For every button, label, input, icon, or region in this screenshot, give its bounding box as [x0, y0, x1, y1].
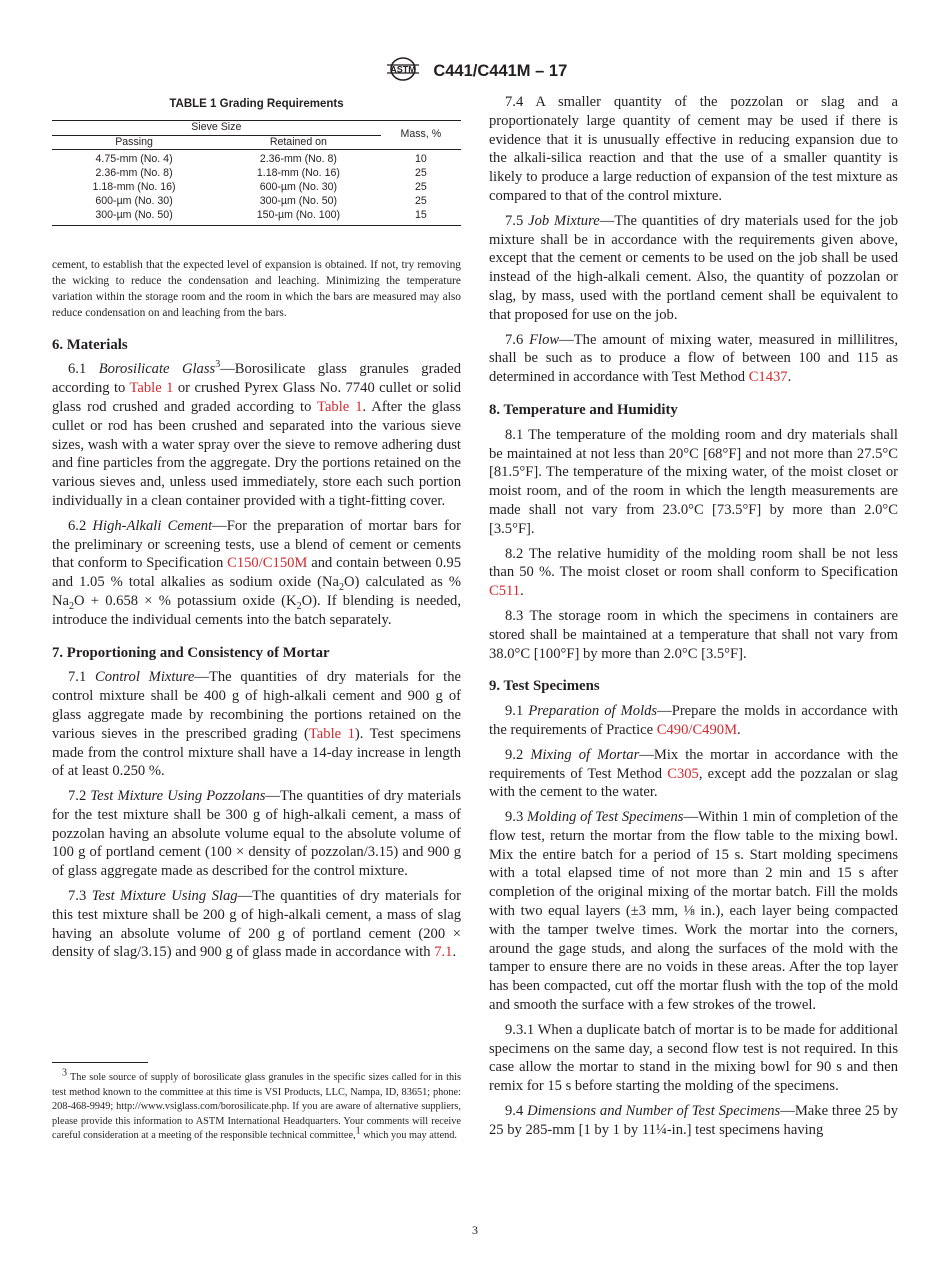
table-cell: 300-µm (No. 50): [52, 209, 216, 226]
footnote-text: which you may attend.: [360, 1130, 458, 1142]
para-title: Control Mixture: [95, 669, 195, 686]
para-text: —Make three 25 by 25 by 285-mm [1 by 1 by 11¼-in.] test specimens having: [489, 1103, 898, 1138]
para-num: 7.5: [505, 212, 524, 229]
paragraph-9-3-1: 9.3.1 When a duplicate batch of mortar is to be made for additional specimens on the same day, a second flow test is not required. In this case allow the mortar to stand in the mixing bowl for 90 s and then remix for 15 s before starting the molding of the specimens.: [489, 1021, 898, 1095]
subscript: 2: [296, 600, 302, 612]
para-title: Test Mixture Using Pozzolans: [90, 788, 266, 805]
table-cell: 25: [414, 194, 427, 207]
table-row: [52, 150, 461, 167]
footnote: [52, 1062, 461, 1144]
table-cell: 10: [414, 153, 427, 166]
para-num: 7.2: [68, 788, 87, 805]
paragraph-6-1: [52, 360, 461, 510]
table-row: [52, 181, 461, 195]
para-text: .: [787, 369, 792, 386]
table-cell: 2.36-mm (No. 8): [259, 153, 337, 166]
paragraph-8-2: [489, 545, 898, 601]
table-cell: 2.36-mm (No. 8): [95, 167, 173, 180]
footnote-ref: 3: [215, 359, 221, 371]
para-text: —Prepare the molds in accordance with the requirements of Practice: [489, 703, 899, 738]
subscript: 2: [339, 582, 345, 594]
para-num: 7.6: [505, 331, 524, 348]
paragraph-9-4: [489, 1102, 898, 1140]
para-title: Test Mixture Using Slag: [91, 888, 238, 905]
table-cell: 150-µm (No. 100): [216, 209, 381, 226]
section-heading-7: 7. Proportioning and Consistency of Mortar: [52, 644, 330, 661]
table-header-mass: Mass, %: [381, 120, 461, 150]
para-title: Mixing of Mortar: [530, 746, 640, 763]
para-text: or crushed Pyrex Glass No. 7740 cullet or solid glass rod crushed and graded according to: [52, 380, 461, 415]
right-column: [489, 93, 898, 1146]
para-text: —Borosilicate glass granules graded according to: [52, 361, 461, 397]
c150-link[interactable]: C150/C150M: [227, 555, 308, 572]
c1437-link[interactable]: C1437: [748, 369, 788, 386]
para-num: 7.3: [68, 888, 87, 905]
table-row: [52, 167, 461, 181]
para-text: —The quantities of dry materials for this test mixture shall be 200 g of high-alkali cement, a mass of slag having an absolute volume of 200 g of portland cement (200 × density of slag/3.15) and 900 g of glass made in accordance with: [52, 888, 461, 961]
paragraph-8-3: 8.3 The storage room in which the specimens in containers are stored shall be maintained at a temperature that shall not vary from 38.0°C [100°F] by more than 2.0°C [3.5°F].: [489, 607, 898, 662]
c511-link[interactable]: C511: [489, 583, 521, 600]
table-1-link[interactable]: Table 1: [317, 398, 363, 415]
para-title: High-Alkali Cement: [92, 517, 213, 534]
para-num: 9.1: [505, 703, 524, 720]
para-text: and contain between 0.95 and 1.05 % total alkalies as sodium oxide (Na: [52, 555, 462, 591]
para-text: .: [737, 721, 741, 738]
table-cell: 1.18-mm (No. 16): [256, 167, 340, 180]
table-cell: 300-µm (No. 50): [259, 194, 338, 207]
table-cell: 600-µm (No. 30): [95, 194, 173, 207]
para-title: Dimensions and Number of Test Specimens: [527, 1103, 781, 1120]
para-text: 8.2 The relative humidity of the molding room shall be not less than 50 %. The moist closet or room shall conform to Specification: [489, 545, 898, 581]
page-header: [0, 56, 950, 87]
footnote-rule: [52, 1062, 148, 1063]
para-num: 6.2: [68, 517, 87, 534]
paragraph-9-2: [489, 746, 898, 802]
table-cell: 1.18-mm (No. 16): [92, 180, 176, 193]
paragraph-8-1: 8.1 The temperature of the molding room and dry materials shall be maintained at not less than 20°C [68°F] and not more than 27.5°C [81.5°F]. The temperature of the mixing water, of the moist closet or moist room, and of the room in which the length measurements are made shall not vary from 23.0°C [73.5°F] by more than 2.0°C [3.5°F].: [489, 426, 898, 537]
section-7-1-link[interactable]: 7.1: [434, 944, 453, 961]
table-cell: 4.75-mm (No. 4): [95, 153, 173, 166]
para-text: . After the glass cullet or rod has been crushed and separated into the various sieve sizes, wash with a water spray over the sieve to remove adhering dust and fine particles from the aggregate. Dry the portions retained on the various sieves and, unless used immediately, store each such portion individually in a clean container provided with a tight-fitting cover.: [52, 398, 461, 509]
table-row: [52, 195, 461, 209]
table-header-retained: Retained on: [216, 135, 381, 150]
para-title: Borosilicate Glass: [98, 361, 216, 378]
table-row: [52, 209, 461, 226]
para-text: —Within 1 min of completion of the flow test, return the mortar from the flow table to the mixing bowl. Mix the entire batch for a period of 15 s. Start molding specimens with a total elapsed time of not more than 2 min and 15 s after completion of the original mixing of the mortar batch. Fill the molds with two equal layers (±3 mm, ⅛ in.), each layer being compacted with the tamper twelve times. Work the mortar into the corners, around the gage studs, and along the surfaces of the mold with the tamper to ensure there are no voids in these areas. After the top layer has been compacted, cut off the mortar flush with the top of the mold and smooth the surface with a few strokes of the trowel.: [489, 809, 898, 1014]
page-number: 3: [472, 1223, 478, 1237]
table-group-header: Sieve Size: [52, 120, 381, 135]
para-title: Molding of Test Specimens: [526, 809, 684, 826]
para-num: 6.1: [68, 361, 87, 378]
para-title: Preparation of Molds: [528, 703, 658, 720]
section-heading-6: 6. Materials: [52, 336, 128, 353]
footnote-ref: 1: [355, 1125, 361, 1137]
svg-text:ASTM: ASTM: [389, 64, 416, 75]
para-text: —The quantities of dry materials used for the job mixture shall be in accordance with the requirements given above, except that the cement or cements to be used on the job shall be used instead of the high-alkali cement. Also, the quantity of pozzolan or slag, by mass, used with the portland cement shall be equivalent to that proposed for use on the job.: [489, 212, 898, 323]
para-title: Job Mixture: [528, 212, 600, 229]
footnote-marker: 3: [62, 1067, 67, 1079]
para-num: 9.3: [505, 809, 524, 826]
document-designation: C441/C441M – 17: [433, 62, 568, 80]
para-text: O + 0.658 × % potassium oxide (K: [74, 592, 297, 609]
para-text: —For the preparation of mortar bars for the preliminary or screening tests, use a blend of cement or cements that conform to Specification: [52, 517, 461, 572]
table-1-link[interactable]: Table 1: [308, 725, 355, 742]
para-text: O) calculated as % Na: [52, 574, 461, 609]
subscript: 2: [69, 600, 75, 612]
table-header-passing: Passing: [52, 135, 216, 150]
c305-link[interactable]: C305: [667, 765, 699, 782]
paragraph-9-3: [489, 808, 898, 1015]
para-text: .: [520, 583, 524, 600]
para-text: —The quantities of dry materials for the test mixture shall be 300 g of high-alkali cement, a mass of pozzolan having an absolute volume equal to the absolute volume of 100 g of portland cement (100 × density of pozzolan/3.15) and 900 g of glass aggregate made as described for the control mixture.: [52, 788, 461, 880]
footnote-text: The sole source of supply of borosilicate glass granules in the specific sizes called for in this test method known to the committee at this time is VSI Products, LLC, Nampa, ID, 83651; phone: 208-468-9949; http://www.vsiglass.com/borosilicate.php. If you are aware of alternative suppliers, please provide this information to ASTM International Headquarters. Your comments will receive careful consideration at a meeting of the responsible technical committee,: [52, 1072, 461, 1142]
para-num: 7.1: [68, 669, 87, 686]
section-heading-8: 8. Temperature and Humidity: [489, 401, 678, 418]
paragraph-7-4: 7.4 A smaller quantity of the pozzolan or slag and a proportionately large quantity of cement may be used if there is evidence that it is unusually effective in reducing expansion due to the alkali-silica reaction and that the use of a smaller quantity is likely to produce a large reduction of expansion of the test mixture as compared to that of the control mixture.: [489, 94, 898, 204]
c490-link[interactable]: C490/C490M: [656, 721, 738, 738]
para-text: .: [452, 944, 457, 961]
para-title: Flow: [529, 331, 560, 348]
para-text: , except add the pozzalan or slag with the cement to the water.: [489, 765, 898, 801]
left-column: [52, 93, 461, 968]
table-cell: 600-µm (No. 30): [259, 180, 338, 193]
para-text: O). If blending is needed, introduce the individual cements into the batch separately.: [52, 592, 461, 628]
para-text: ). Test specimens made from the control mixture shall have a 14-day increase in length of at least 0.250 %.: [52, 725, 461, 780]
para-text: —The amount of mixing water, measured in millilitres, shall be such as to produce a flow of between 100 and 115 as determined in accordance with Test Method: [489, 331, 898, 386]
paragraph-9-1: [489, 702, 898, 740]
paragraph-7-1: [52, 668, 461, 781]
table-cell: 15: [381, 209, 461, 226]
para-text: —The quantities of dry materials for the control mixture shall be 400 g of high-alkali cement and 900 g of glass aggregate made by recombining the portions retained on the various sieves in the prescribed grading (: [52, 669, 461, 742]
table-cell: 25: [414, 167, 427, 180]
table-cell: 25: [414, 180, 427, 193]
para-num: 9.2: [505, 746, 524, 763]
note-continued: cement, to establish that the expected level of expansion is obtained. If not, try removing the wicking to reduce the condensation and leaching. Minimizing the temperature variation within the storage room and the room in which the bars are measured may also reduce condensation on and leaching from the bars.: [52, 259, 461, 319]
table-title: TABLE 1 Grading Requirements: [169, 98, 344, 110]
paragraph-7-3: [52, 887, 461, 962]
paragraph-7-5: [489, 212, 898, 325]
paragraph-7-2: [52, 787, 461, 881]
section-heading-9: 9. Test Specimens: [489, 678, 600, 695]
astm-logo-icon: [383, 56, 423, 87]
para-num: 9.4: [505, 1103, 524, 1120]
paragraph-7-6: [489, 331, 898, 387]
grading-table: [52, 120, 461, 227]
para-text: —Mix the mortar in accordance with the requirements of Test Method: [489, 746, 898, 782]
paragraph-6-2: [52, 517, 461, 630]
table-1-link[interactable]: Table 1: [129, 380, 174, 397]
